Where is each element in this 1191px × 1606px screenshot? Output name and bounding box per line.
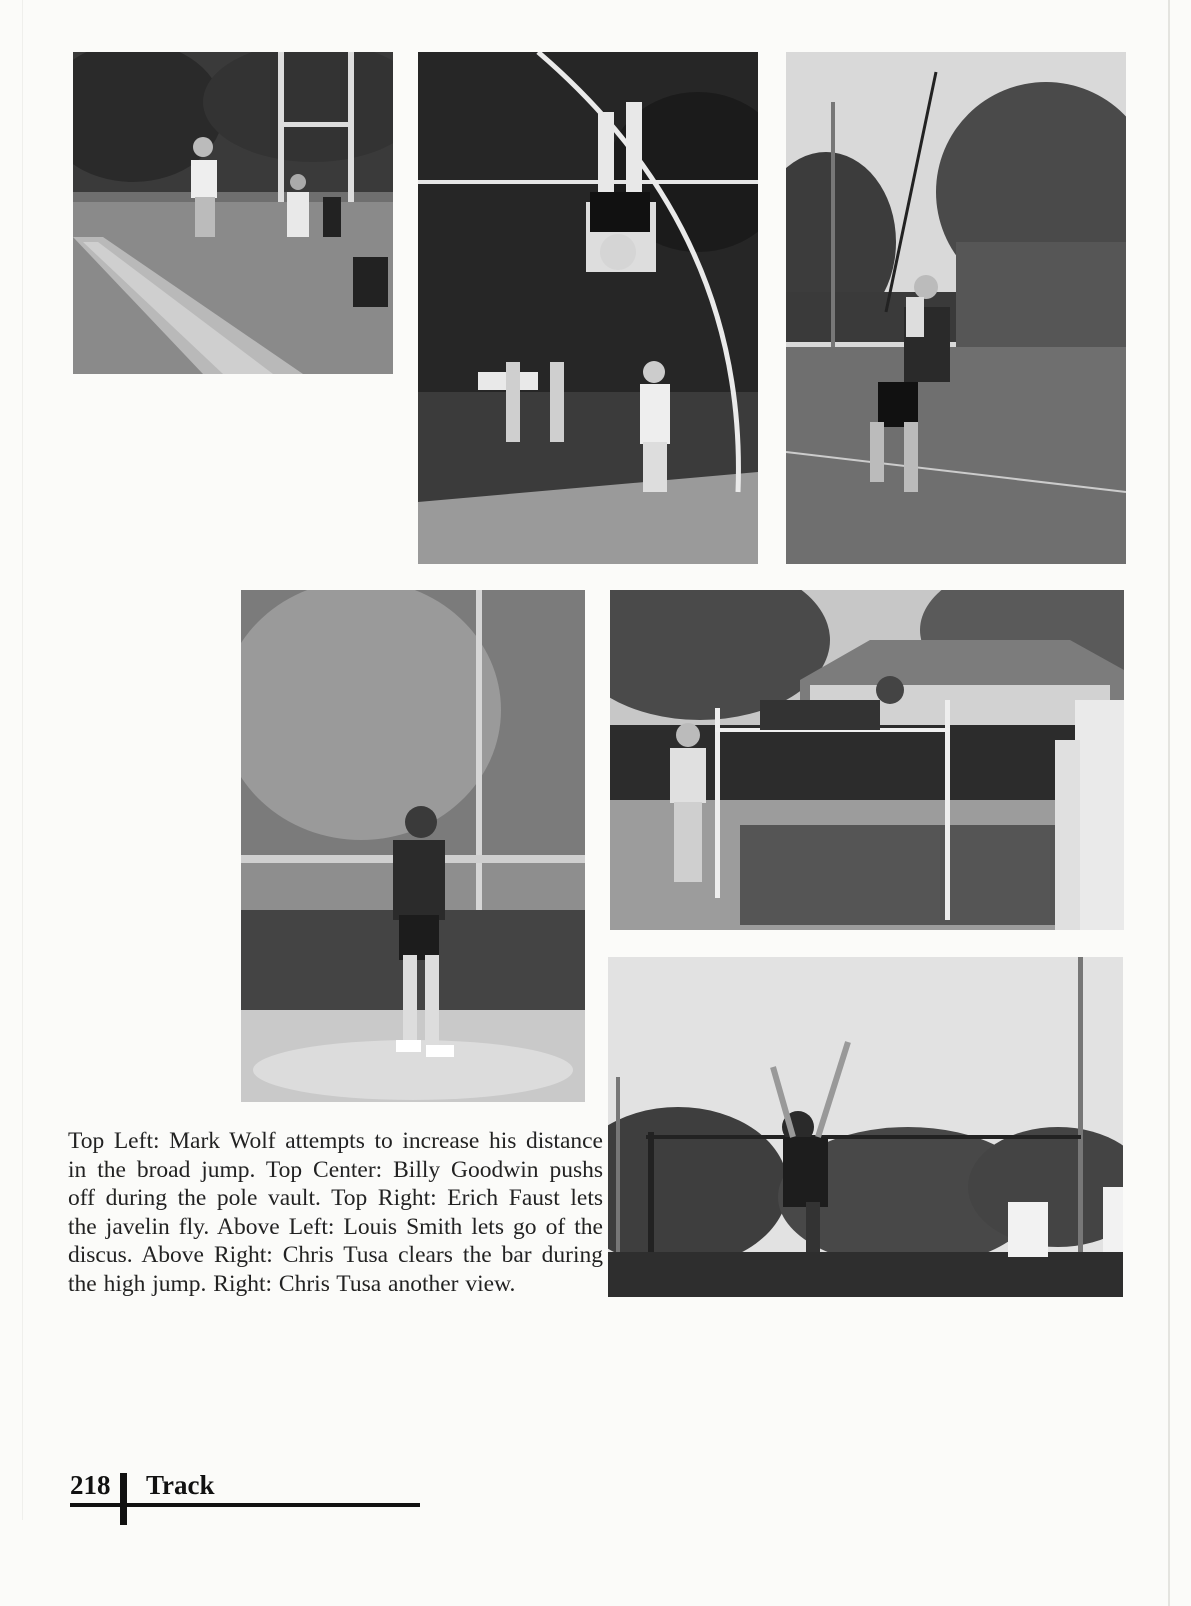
section-title: Track bbox=[146, 1470, 215, 1500]
page-number: 218 bbox=[70, 1470, 111, 1500]
page-edge-right bbox=[1168, 0, 1170, 1606]
photo-high-jump-1 bbox=[610, 590, 1124, 930]
photo-pole-vault bbox=[418, 52, 758, 564]
photo-javelin bbox=[786, 52, 1126, 564]
photo-high-jump-2 bbox=[608, 957, 1123, 1297]
photo-broad-jump bbox=[73, 52, 393, 374]
page-folio bbox=[70, 1470, 420, 1530]
folio-divider bbox=[120, 1473, 127, 1525]
photo-discus bbox=[241, 590, 585, 1102]
page-edge-left bbox=[22, 0, 23, 1520]
photo-caption: Top Left: Mark Wolf attempts to increase his distance in the broad jump. Top Center: Billy Goodwin pushs off during the pole vault. Top Right: Erich Faust lets the javelin fly. Above Left: Louis Smith lets go of the discus. Above Right: Chris Tusa clears the bar during the high jump. Right: Chris Tusa another view. bbox=[68, 1128, 603, 1297]
folio-rule bbox=[70, 1503, 420, 1507]
